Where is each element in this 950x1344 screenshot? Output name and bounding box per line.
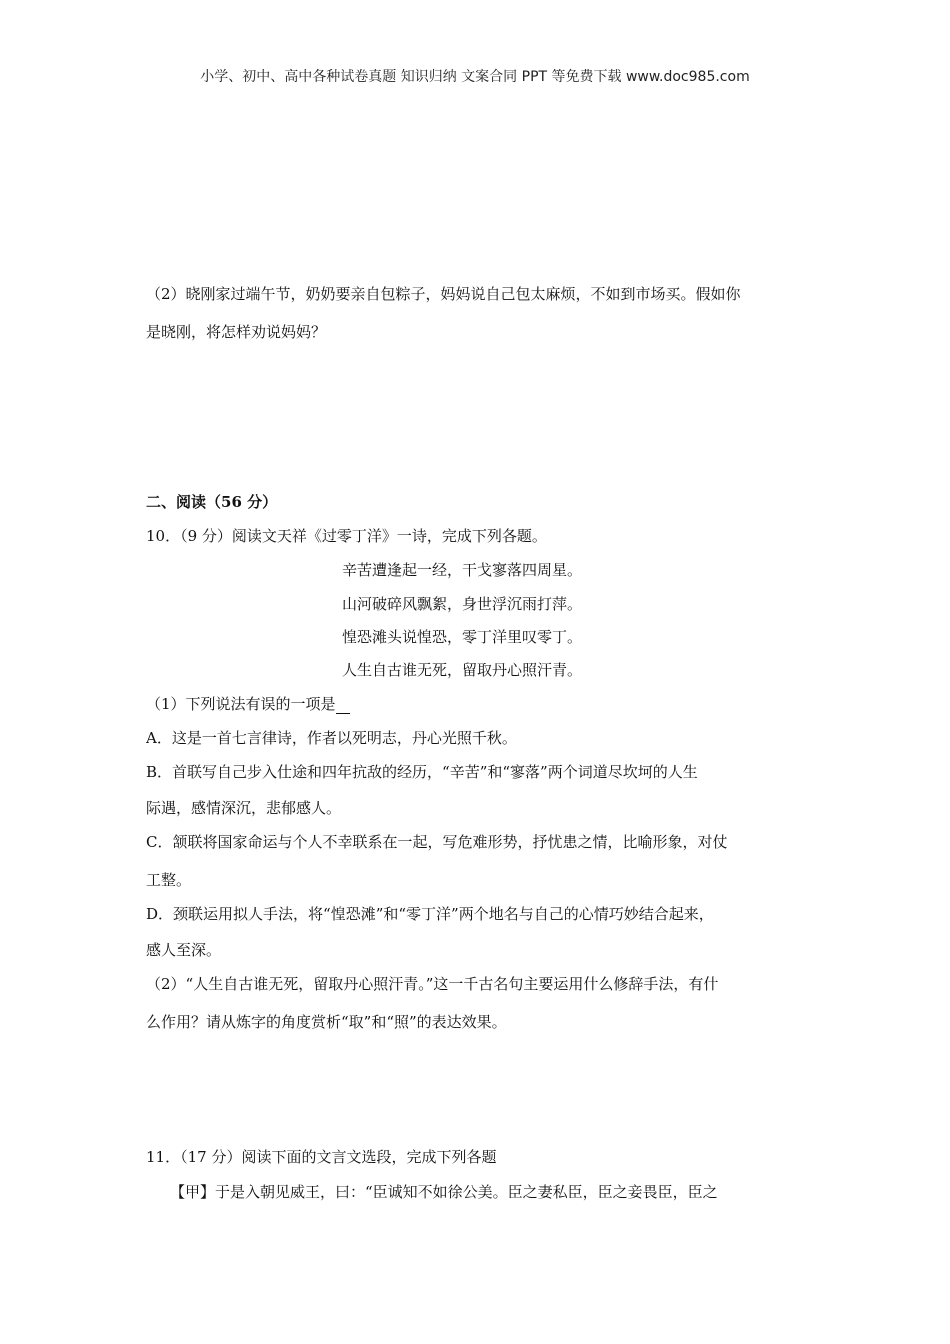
q10-intro: 10．（9 分）阅读文天祥《过零丁洋》一诗，完成下列各题。	[146, 527, 547, 545]
option-b-line-1: B．首联写自己步入仕途和四年抗敌的经历，“辛苦”和“寥落”两个词道尽坎坷的人生	[146, 763, 698, 781]
q9-2-line-2: 是晓刚，将怎样劝说妈妈？	[146, 323, 327, 341]
option-b-line-2: 际遇，感情深沉，悲郁感人。	[146, 799, 342, 817]
q9-2-line-1: （2）晓刚家过端午节，奶奶要亲自包粽子，妈妈说自己包太麻烦，不如到市场买。假如你	[146, 285, 741, 303]
q11-intro: 11．（17 分）阅读下面的文言文选段，完成下列各题	[146, 1148, 497, 1166]
section-title: 二、阅读（56 分）	[146, 493, 278, 511]
answer-blank	[336, 699, 350, 714]
q10-sub1-text: （1）下列说法有误的一项是	[146, 695, 336, 713]
option-c-line-1: C．颔联将国家命运与个人不幸联系在一起，写危难形势，抒忧患之情，比喻形象，对仗	[146, 833, 728, 851]
q10-sub2-line-2: 么作用？请从炼字的角度赏析“取”和“照”的表达效果。	[146, 1013, 507, 1031]
option-d-line-1: D．颈联运用拟人手法，将“惶恐滩”和“零丁洋”两个地名与自己的心情巧妙结合起来，	[146, 905, 714, 923]
q11-passage-line-1: 【甲】于是入朝见威王，曰：“臣诚知不如徐公美。臣之妻私臣，臣之妾畏臣，臣之	[170, 1183, 718, 1201]
option-d-line-2: 感人至深。	[146, 941, 222, 959]
poem-line: 山河破碎风飘絮，身世浮沉雨打萍。	[342, 595, 583, 613]
poem-line: 人生自古谁无死，留取丹心照汗青。	[342, 661, 583, 679]
q10-sub2-line-1: （2）“人生自古谁无死，留取丹心照汗青。”这一千古名句主要运用什么修辞手法，有什	[146, 975, 719, 993]
q10-sub1	[146, 694, 816, 714]
poem-line: 惶恐滩头说惶恐，零丁洋里叹零丁。	[342, 628, 583, 646]
option-c-line-2: 工整。	[146, 871, 192, 889]
option-a: A．这是一首七言律诗，作者以死明志，丹心光照千秋。	[146, 729, 517, 747]
poem-line: 辛苦遭逢起一经，干戈寥落四周星。	[342, 561, 583, 579]
page-header: 小学、初中、高中各种试卷真题 知识归纳 文案合同 PPT 等免费下载 www.doc985.com	[200, 69, 750, 85]
